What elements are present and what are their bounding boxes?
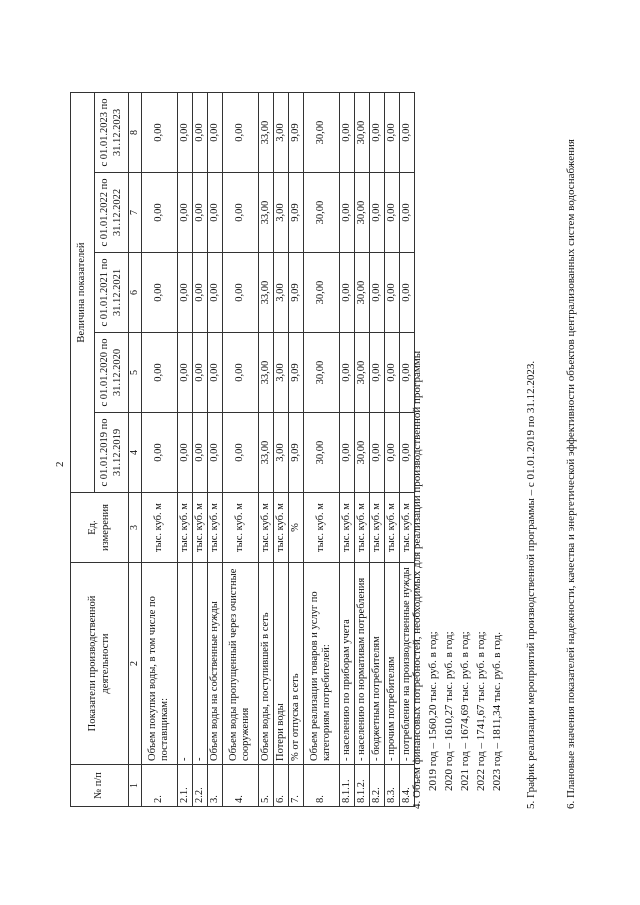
row-value: 0,00 — [222, 93, 258, 173]
row-value: 0,00 — [339, 253, 354, 333]
row-value: 0,00 — [400, 253, 415, 333]
row-value: 3,00 — [273, 333, 288, 413]
row-value: 0,00 — [385, 333, 400, 413]
table-row — [177, 93, 192, 807]
row-value: 0,00 — [339, 333, 354, 413]
section-4-title: 4. Объем финансовых потребностей, необходимых для реализации производственной программы — [411, 350, 423, 809]
row-number: 4. — [222, 765, 258, 807]
header-period: с 01.01.2019 по 31.12.2019 — [95, 413, 129, 493]
row-value: 0,00 — [207, 253, 222, 333]
column-index-row — [129, 93, 142, 807]
row-value: 0,00 — [339, 173, 354, 253]
row-value: 0,00 — [141, 93, 177, 173]
row-value: 30,00 — [354, 93, 369, 173]
row-value: 0,00 — [177, 253, 192, 333]
row-indicator: Объем воды пропущенный через очистные сооружения — [222, 563, 258, 765]
row-value: 0,00 — [141, 333, 177, 413]
row-unit: тыс. куб. м — [222, 493, 258, 563]
row-number: 8.3. — [385, 765, 400, 807]
row-value: 30,00 — [303, 93, 339, 173]
row-value: 0,00 — [370, 93, 385, 173]
row-value: 0,00 — [207, 413, 222, 493]
row-value: 0,00 — [141, 173, 177, 253]
header-no: № п/п — [71, 765, 129, 807]
row-value: 33,00 — [258, 253, 273, 333]
table-row — [192, 93, 207, 807]
row-value: 0,00 — [192, 93, 207, 173]
row-value: 0,00 — [141, 413, 177, 493]
row-value: 3,00 — [273, 413, 288, 493]
row-unit: % — [288, 493, 303, 563]
row-value: 9,09 — [288, 253, 303, 333]
row-value: 0,00 — [141, 253, 177, 333]
column-index-cell: 7 — [129, 173, 142, 253]
row-unit: тыс. куб. м — [385, 493, 400, 563]
row-indicator: % от отпуска в сеть — [288, 563, 303, 765]
row-value: 30,00 — [354, 413, 369, 493]
row-value: 30,00 — [303, 413, 339, 493]
row-value: 0,00 — [385, 253, 400, 333]
row-value: 0,00 — [339, 93, 354, 173]
row-value: 0,00 — [177, 173, 192, 253]
production-indicators-table — [70, 92, 415, 807]
table-row — [141, 93, 177, 807]
row-value: 3,00 — [273, 93, 288, 173]
row-value: 0,00 — [400, 93, 415, 173]
row-value: 33,00 — [258, 93, 273, 173]
row-indicator: - потребление на производственные нужды — [400, 563, 415, 765]
row-value: 0,00 — [192, 333, 207, 413]
row-value: 0,00 — [400, 413, 415, 493]
notes-section — [410, 89, 580, 809]
page-number: 2 — [54, 461, 66, 467]
row-value: 9,09 — [288, 173, 303, 253]
row-unit: тыс. куб. м — [400, 493, 415, 563]
row-value: 0,00 — [192, 413, 207, 493]
table-row — [303, 93, 339, 807]
row-value: 0,00 — [385, 173, 400, 253]
row-value: 33,00 — [258, 413, 273, 493]
row-indicator: - прочим потребителям — [385, 563, 400, 765]
header-period: с 01.01.2023 по 31.12.2023 — [95, 93, 129, 173]
row-unit: тыс. куб. м — [258, 493, 273, 563]
row-value: 0,00 — [192, 253, 207, 333]
finance-line: 2021 год – 1674,69 тыс. руб. в год; — [458, 631, 471, 791]
column-index-cell: 1 — [129, 765, 142, 807]
row-value: 30,00 — [354, 173, 369, 253]
table-row — [354, 93, 369, 807]
row-value: 0,00 — [192, 173, 207, 253]
row-value: 0,00 — [177, 413, 192, 493]
row-value: 0,00 — [385, 93, 400, 173]
row-unit: тыс. куб. м — [273, 493, 288, 563]
table-body — [141, 93, 415, 807]
column-index-cell: 3 — [129, 493, 142, 563]
row-indicator: - — [177, 563, 192, 765]
row-value: 0,00 — [222, 333, 258, 413]
table-row — [273, 93, 288, 807]
header-period: с 01.01.2021 по 31.12.2021 — [95, 253, 129, 333]
table-row — [370, 93, 385, 807]
row-value: 33,00 — [258, 333, 273, 413]
row-value: 0,00 — [222, 173, 258, 253]
row-indicator: - бюджетным потребителям — [370, 563, 385, 765]
row-indicator: Объем воды на собственные нужды — [207, 563, 222, 765]
row-unit: тыс. куб. м — [303, 493, 339, 563]
row-value: 0,00 — [177, 93, 192, 173]
header-period: с 01.01.2022 по 31.12.2022 — [95, 173, 129, 253]
header-unit: Ед. измерения — [71, 493, 129, 563]
table-row — [222, 93, 258, 807]
section-6-text: 6. Плановые значения показателей надежности, качества и энергетической эффективности объектов централизованных систем водоснабжения — [564, 139, 577, 809]
row-value: 0,00 — [207, 333, 222, 413]
row-unit: тыс. куб. м — [354, 493, 369, 563]
table-row — [207, 93, 222, 807]
row-indicator: - населению по приборам учета — [339, 563, 354, 765]
row-value: 9,09 — [288, 93, 303, 173]
row-number: 8.1.1. — [339, 765, 354, 807]
column-index-cell: 8 — [129, 93, 142, 173]
section-5-text: 5. График реализации мероприятий производственной программы – с 01.01.2019 по 31.12.2023. — [524, 360, 537, 809]
row-value: 30,00 — [303, 253, 339, 333]
row-unit: тыс. куб. м — [339, 493, 354, 563]
section-4-lines — [426, 89, 506, 809]
column-index-cell: 2 — [129, 563, 142, 765]
row-value: 30,00 — [354, 253, 369, 333]
row-unit: тыс. куб. м — [207, 493, 222, 563]
row-value: 0,00 — [207, 173, 222, 253]
row-unit: тыс. куб. м — [192, 493, 207, 563]
row-indicator: - — [192, 563, 207, 765]
row-number: 8.1.2. — [354, 765, 369, 807]
row-value: 0,00 — [222, 413, 258, 493]
row-unit: тыс. куб. м — [177, 493, 192, 563]
row-value: 0,00 — [177, 333, 192, 413]
row-value: 0,00 — [400, 173, 415, 253]
row-unit: тыс. куб. м — [370, 493, 385, 563]
row-number: 8.4. — [400, 765, 415, 807]
row-value: 0,00 — [370, 413, 385, 493]
header-period: с 01.01.2020 по 31.12.2020 — [95, 333, 129, 413]
row-number: 3. — [207, 765, 222, 807]
row-value: 0,00 — [385, 413, 400, 493]
row-indicator: - населению по нормативам потребления — [354, 563, 369, 765]
row-value: 9,09 — [288, 413, 303, 493]
row-number: 7. — [288, 765, 303, 807]
column-index-cell: 4 — [129, 413, 142, 493]
row-number: 5. — [258, 765, 273, 807]
row-indicator: Объем воды, поступившей в сеть — [258, 563, 273, 765]
finance-line: 2019 год – 1560,20 тыс. руб. в год; — [426, 631, 439, 791]
row-value: 0,00 — [370, 173, 385, 253]
row-indicator: Потери воды — [273, 563, 288, 765]
row-value: 0,00 — [370, 333, 385, 413]
table-row — [258, 93, 273, 807]
row-value: 33,00 — [258, 173, 273, 253]
column-index-cell: 5 — [129, 333, 142, 413]
table-row — [385, 93, 400, 807]
row-value: 30,00 — [303, 173, 339, 253]
row-value: 30,00 — [303, 333, 339, 413]
header-indicator: Показатели производственной деятельности — [71, 563, 129, 765]
row-value: 30,00 — [354, 333, 369, 413]
row-value: 0,00 — [370, 253, 385, 333]
row-number: 2.1. — [177, 765, 192, 807]
row-value: 3,00 — [273, 253, 288, 333]
finance-line: 2023 год – 1811,34 тыс. руб. в год. — [490, 632, 503, 791]
row-number: 2.2. — [192, 765, 207, 807]
row-value: 0,00 — [222, 253, 258, 333]
row-number: 6. — [273, 765, 288, 807]
column-index-cell: 6 — [129, 253, 142, 333]
row-number: 8.2. — [370, 765, 385, 807]
row-number: 2. — [141, 765, 177, 807]
row-value: 0,00 — [207, 93, 222, 173]
row-unit: тыс. куб. м — [141, 493, 177, 563]
row-value: 0,00 — [339, 413, 354, 493]
table-row — [339, 93, 354, 807]
row-value: 0,00 — [400, 333, 415, 413]
finance-line: 2022 год – 1741,67 тыс. руб. в год; — [474, 631, 487, 791]
header-values: Величина показателей — [71, 93, 95, 493]
row-value: 3,00 — [273, 173, 288, 253]
row-value: 9,09 — [288, 333, 303, 413]
row-indicator: Объем покупки воды, в том числе по поставщикам: — [141, 563, 177, 765]
table-row — [288, 93, 303, 807]
row-indicator: Объем реализации товаров и услуг по категориям потребителей: — [303, 563, 339, 765]
finance-line: 2020 год – 1610,27 тыс. руб. в год; — [442, 631, 455, 791]
row-number: 8. — [303, 765, 339, 807]
